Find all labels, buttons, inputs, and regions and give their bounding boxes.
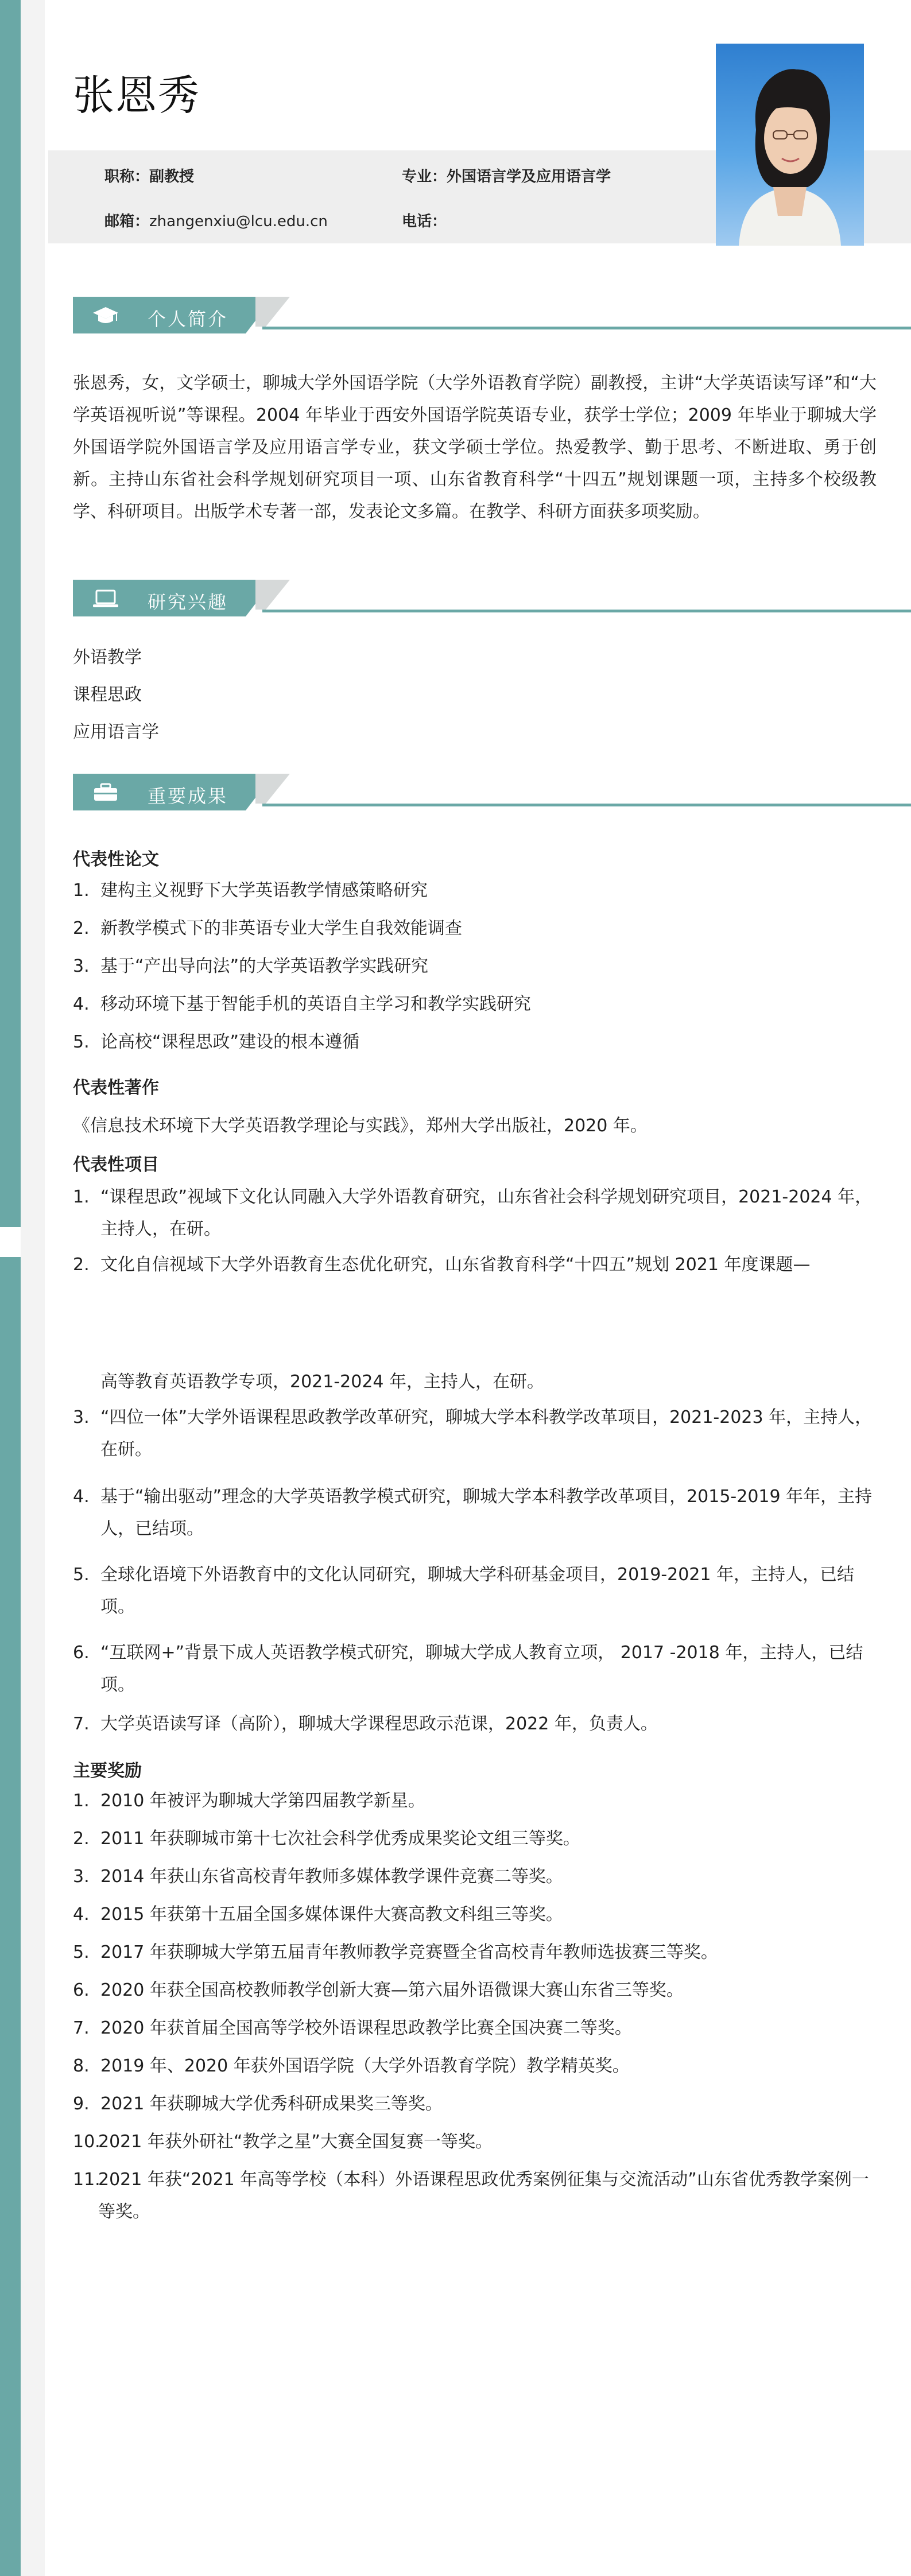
section-header-intro bbox=[73, 297, 911, 336]
person-name: 张恩秀 bbox=[73, 71, 201, 119]
project-item: 2. 文化自信视域下大学外语教育生态优化研究，山东省教育科学“十四五”规划 2021 年度课题— bbox=[73, 1255, 811, 1275]
interest-item: 外语教学 bbox=[73, 647, 142, 668]
left-accent-bar-lower bbox=[0, 1257, 21, 2576]
award-item: 8. 2019 年、2020 年获外国语学院（大学外语教育学院）教学精英奖。 bbox=[73, 2056, 630, 2076]
email-field: 邮箱：zhangenxiu@lcu.edu.cn bbox=[104, 213, 328, 230]
intro-paragraph: 张恩秀，女，文学硕士，聊城大学外国语学院（大学外语教育学院）副教授，主讲“大学英语读写译”和“大学英语视听说”等课程。2004 年毕业于西安外国语学院英语专业，获学士学位；2009 年毕业于聊城大学外国语学院外国语言学及应用语言学专业，获文学硕士学位。热爱教学、勤于思考、不断进取、勇于创新。主持山东省社会科学规划研究项目一项、山东省教育科学“十四五”规划课题一项，主持多个校级教学、科研项目。出版学术专著一部，发表论文多篇。在教学、科研方面获多项奖励。 bbox=[73, 373, 877, 522]
works-heading: 代表性著作 bbox=[73, 1078, 159, 1098]
project-item: 5. 全球化语境下外语教育中的文化认同研究，聊城大学科研基金项目，2019-2021 年，主持人，已结项。 bbox=[73, 1565, 855, 1617]
section-title-intro: 个人简介 bbox=[148, 308, 228, 330]
award-item: 7. 2020 年获首届全国高等学校外语课程思政教学比赛全国决赛二等奖。 bbox=[73, 2018, 632, 2038]
award-item: 5. 2017 年获聊城大学第五届青年教师教学竞赛暨全省高校青年教师选拔赛三等奖。 bbox=[73, 1942, 718, 1962]
toolbox-icon bbox=[92, 783, 119, 802]
paper-item: 4. 移动环境下基于智能手机的英语自主学习和教学实践研究 bbox=[73, 994, 531, 1014]
work-item: 《信息技术环境下大学英语教学理论与实践》，郑州大学出版社，2020 年。 bbox=[73, 1116, 648, 1136]
projects-heading: 代表性项目 bbox=[73, 1155, 159, 1175]
project-item: 1. “课程思政”视域下文化认同融入大学外语教育研究，山东省社会科学规划研究项目，2021-2024 年，主持人，在研。 bbox=[73, 1187, 873, 1239]
portrait-illustration bbox=[716, 44, 864, 246]
project-item: 4. 基于“输出驱动”理念的大学英语教学模式研究，聊城大学本科教学改革项目，2015-2019 年年，主持人，已结项。 bbox=[73, 1487, 873, 1539]
award-item: 4. 2015 年获第十五届全国多媒体课件大赛高教文科组三等奖。 bbox=[73, 1904, 563, 1925]
award-item: 1. 2010 年被评为聊城大学第四届教学新星。 bbox=[73, 1791, 425, 1811]
section-title-achievements: 重要成果 bbox=[148, 785, 228, 807]
paper-item: 1. 建构主义视野下大学英语教学情感策略研究 bbox=[73, 880, 428, 901]
major-field: 专业：外国语言学及应用语言学 bbox=[402, 168, 611, 185]
graduation-cap-icon bbox=[92, 306, 119, 325]
papers-heading: 代表性论文 bbox=[73, 849, 159, 870]
project-item: 3. “四位一体”大学外语课程思政教学改革研究，聊城大学本科教学改革项目，2021-2023 年，主持人，在研。 bbox=[73, 1407, 873, 1460]
section-header-achievements bbox=[73, 774, 911, 813]
project-item-continued: 高等教育英语教学专项，2021-2024 年，主持人，在研。 bbox=[100, 1372, 545, 1392]
project-item: 7. 大学英语读写译（高阶），聊城大学课程思政示范课，2022 年，负责人。 bbox=[73, 1714, 658, 1734]
paper-item: 3. 基于“产出导向法”的大学英语教学实践研究 bbox=[73, 956, 429, 976]
section-header-interests bbox=[73, 580, 911, 619]
award-item: 3. 2014 年获山东省高校青年教师多媒体教学课件竞赛二等奖。 bbox=[73, 1867, 563, 1887]
profile-photo bbox=[716, 44, 864, 246]
paper-item: 2. 新教学模式下的非英语专业大学生自我效能调查 bbox=[73, 918, 462, 938]
award-item: 6. 2020 年获全国高校教师教学创新大赛—第六届外语微课大赛山东省三等奖。 bbox=[73, 1980, 684, 2000]
left-accent-bar bbox=[0, 0, 21, 1227]
award-item: 2. 2011 年获聊城市第十七次社会科学优秀成果奖论文组三等奖。 bbox=[73, 1829, 580, 1849]
page-margin-strip bbox=[21, 0, 45, 2576]
paper-item: 5. 论高校“课程思政”建设的根本遵循 bbox=[73, 1032, 360, 1052]
interest-item: 应用语言学 bbox=[73, 722, 159, 742]
award-item: 11. 2021 年获“2021 年高等学校（本科）外语课程思政优秀案例征集与交流活动”山东省优秀教学案例一等奖。 bbox=[73, 2170, 869, 2222]
award-item: 9. 2021 年获聊城大学优秀科研成果奖三等奖。 bbox=[73, 2094, 443, 2114]
awards-heading: 主要奖励 bbox=[73, 1761, 142, 1781]
title-field: 职称：副教授 bbox=[104, 168, 195, 185]
award-item: 10. 2021 年获外研社“教学之星”大赛全国复赛一等奖。 bbox=[73, 2132, 493, 2152]
section-title-interests: 研究兴趣 bbox=[148, 591, 228, 613]
phone-field: 电话： bbox=[402, 213, 447, 230]
project-item: 6. “互联网+”背景下成人英语教学模式研究，聊城大学成人教育立项， 2017 -2018 年，主持人，已结项。 bbox=[73, 1643, 863, 1695]
laptop-icon bbox=[92, 589, 119, 608]
interest-item: 课程思政 bbox=[73, 685, 142, 705]
